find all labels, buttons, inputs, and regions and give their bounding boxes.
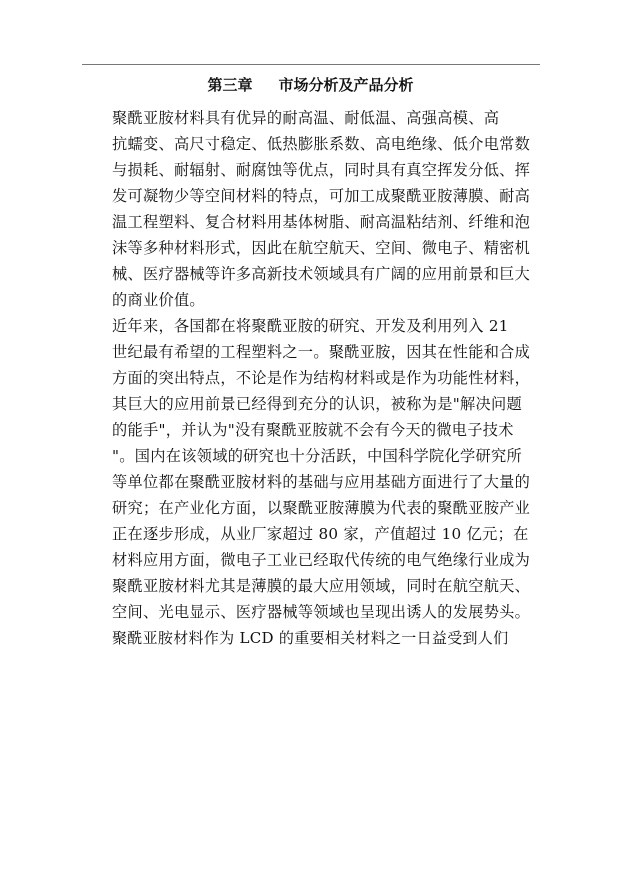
text-line: 研究；在产业化方面，以聚酰亚胺薄膜为代表的聚酰亚胺产业 (112, 499, 531, 517)
chapter-title: 市场分析及产品分析 (278, 76, 414, 94)
text-line: 与损耗、耐辐射、耐腐蚀等优点，同时具有真空挥发分低、挥 (112, 161, 531, 179)
text-line: 的商业价值。 (112, 291, 205, 309)
text-line: 抗蠕变、高尺寸稳定、低热膨胀系数、高电绝缘、低介电常数 (112, 135, 531, 153)
text-line: 正在逐步形成，从业厂家超过 80 家，产值超过 10 亿元；在 (112, 525, 529, 543)
text-line: 空间、光电显示、医疗器械等领域也呈现出诱人的发展势头。 (112, 603, 531, 621)
paragraph-2 (82, 313, 540, 625)
text-line: 聚酰亚胺材料尤其是薄膜的最大应用领域，同时在航空航天、 (112, 577, 531, 595)
text-line: 世纪最有希望的工程塑料之一。聚酰亚胺，因其在性能和合成 (112, 343, 531, 361)
paragraph-1 (82, 105, 540, 313)
text-line: 其巨大的应用前景已经得到充分的认识，被称为是"解决问题 (112, 395, 522, 413)
body-text (82, 105, 540, 651)
paragraph-3 (82, 625, 540, 651)
chapter-heading (0, 72, 621, 98)
header-rule (82, 64, 540, 65)
text-line: 械、医疗器械等许多高新技术领域具有广阔的应用前景和巨大 (112, 265, 531, 283)
text-line: 聚酰亚胺材料作为 LCD 的重要相关材料之一日益受到人们 (112, 629, 509, 647)
text-line: 的能手"，并认为"没有聚酰亚胺就不会有今天的微电子技术 (112, 421, 514, 439)
text-line: 方面的突出特点，不论是作为结构材料或是作为功能性材料， (112, 369, 531, 387)
text-line: "。国内在该领域的研究也十分活跃，中国科学院化学研究所 (112, 447, 522, 465)
text-line: 沫等多种材料形式，因此在航空航天、空间、微电子、精密机 (112, 239, 531, 257)
text-line: 聚酰亚胺材料具有优异的耐高温、耐低温、高强高模、高 (112, 109, 500, 127)
chapter-number: 第三章 (207, 76, 253, 94)
text-line: 材料应用方面，微电子工业已经取代传统的电气绝缘行业成为 (112, 551, 531, 569)
text-line: 温工程塑料、复合材料用基体树脂、耐高温粘结剂、纤维和泡 (112, 213, 531, 231)
text-line: 近年来，各国都在将聚酰亚胺的研究、开发及利用列入 21 (112, 317, 509, 335)
text-line: 等单位都在聚酰亚胺材料的基础与应用基础方面进行了大量的 (112, 473, 531, 491)
text-line: 发可凝物少等空间材料的特点，可加工成聚酰亚胺薄膜、耐高 (112, 187, 531, 205)
